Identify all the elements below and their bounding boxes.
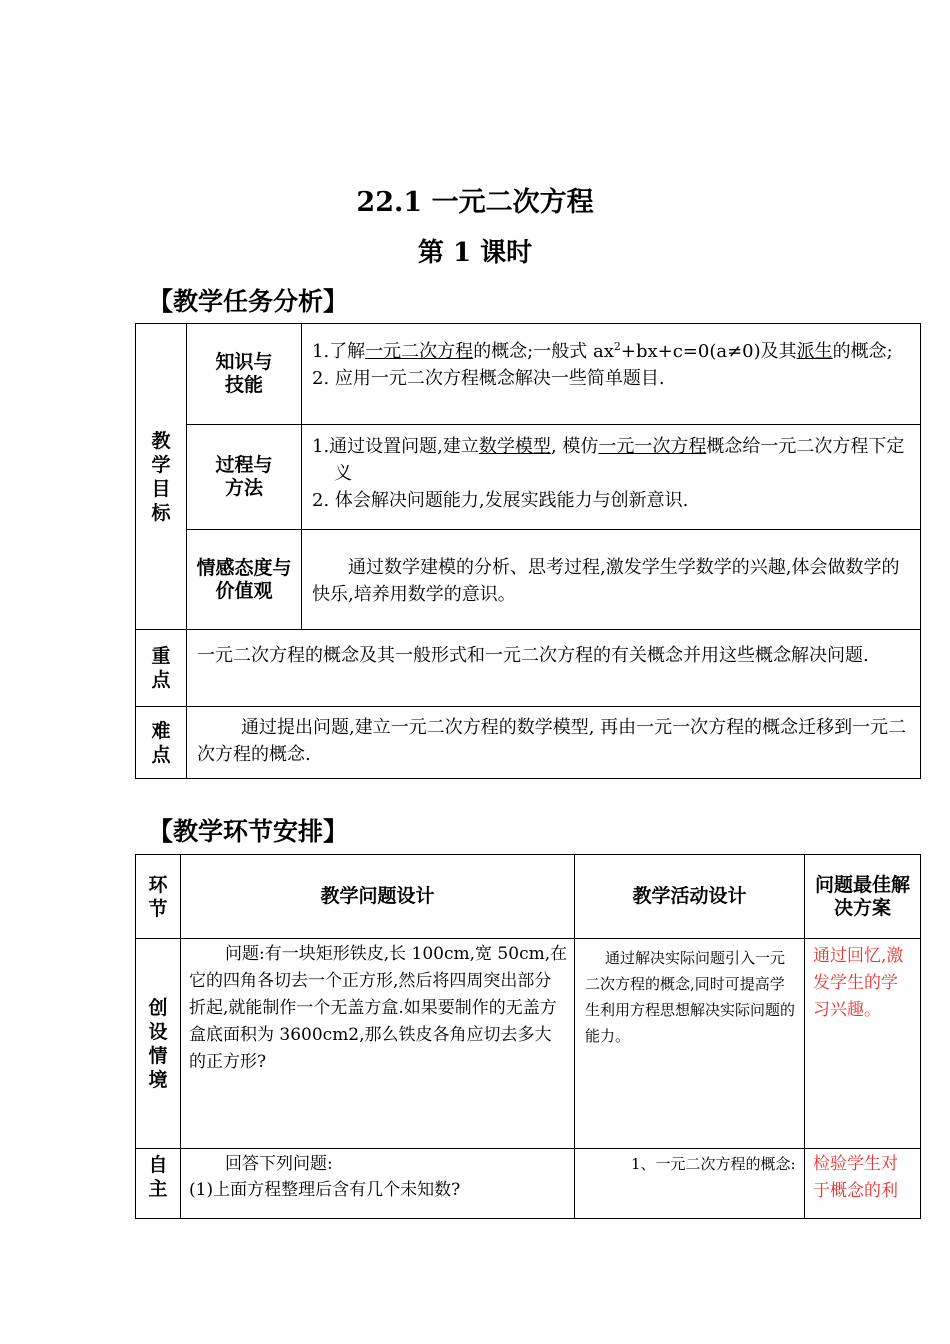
problem-design-2: 回答下列问题: (1)上面方程整理后含有几个未知数? bbox=[181, 1149, 575, 1219]
header-activity-design: 教学活动设计 bbox=[575, 855, 805, 939]
attitude-label: 情感态度与价值观 bbox=[187, 530, 302, 630]
process-point-2: 2. 体会解决问题能力,发展实践能力与创新意识. bbox=[312, 490, 689, 511]
difficult-point-content: 通过提出问题,建立一元二次方程的数学模型, 再由一元一次方程的概念迁移到一元二次方程的概念. bbox=[187, 707, 921, 779]
page-subtitle: 第 1 课时 bbox=[417, 238, 533, 268]
link-linear-equation[interactable]: 一元一次方程 bbox=[598, 436, 707, 457]
activity-design-1: 通过解决实际问题引入一元二次方程的概念,同时可提高学生利用方程思想解决实际问题的能力。 bbox=[575, 939, 805, 1149]
header-best-solution: 问题最佳解决方案 bbox=[805, 855, 921, 939]
objectives-label: 教学目标 bbox=[136, 324, 187, 630]
page-title: 22.1 一元二次方程 bbox=[356, 187, 594, 218]
process-label: 过程与方法 bbox=[187, 425, 302, 530]
key-point-label: 重点 bbox=[136, 630, 187, 707]
attitude-content: 通过数学建模的分析、思考过程,激发学生学数学的兴趣,体会做数学的快乐,培养用数学的意识。 bbox=[302, 530, 921, 630]
process-content: 1.通过设置问题,建立数学模型, 模仿一元一次方程概念给一元二次方程下定义 2. 体会解决问题能力,发展实践能力与创新意识. bbox=[302, 425, 921, 530]
activity-design-2: 1、一元二次方程的概念: bbox=[575, 1149, 805, 1219]
knowledge-point-2: 2. 应用一元二次方程概念解决一些简单题目. bbox=[312, 368, 665, 389]
header-stage: 环节 bbox=[136, 855, 181, 939]
link-derived[interactable]: 派生 bbox=[796, 341, 833, 362]
knowledge-label: 知识与技能 bbox=[187, 324, 302, 425]
stage-create-situation: 创设情境 bbox=[136, 939, 181, 1149]
difficult-point-label: 难点 bbox=[136, 707, 187, 779]
stage-independent: 自主 bbox=[136, 1149, 181, 1219]
arrangement-table bbox=[135, 854, 921, 1219]
task-analysis-table bbox=[135, 323, 921, 779]
link-quadratic-equation[interactable]: 一元二次方程 bbox=[365, 341, 474, 362]
problem-design-1: 问题:有一块矩形铁皮,长 100cm,宽 50cm,在它的四角各切去一个正方形,然后将四周突出部分折起,就能制作一个无盖方盒.如果要制作的无盖方盒底面积为 3600cm2,那么铁皮各角应切去多大的正方形? bbox=[181, 939, 575, 1149]
knowledge-content: 1.了解一元二次方程的概念;一般式 $ax^2+bx+c=0(a\ne 0)$及其派生的概念; 2. 应用一元二次方程概念解决一些简单题目. bbox=[302, 324, 921, 425]
header-problem-design: 教学问题设计 bbox=[181, 855, 575, 939]
key-point-content: 一元二次方程的概念及其一般形式和一元二次方程的有关概念并用这些概念解决问题. bbox=[187, 630, 921, 707]
section-heading-arrangement: 【教学环节安排】 bbox=[148, 817, 349, 846]
best-solution-1: 通过回忆,激发学生的学习兴趣。 bbox=[805, 939, 921, 1149]
link-math-model[interactable]: 数学模型 bbox=[478, 436, 551, 457]
best-solution-2: 检验学生对于概念的利 bbox=[805, 1149, 921, 1219]
section-heading-task-analysis: 【教学任务分析】 bbox=[148, 287, 349, 316]
